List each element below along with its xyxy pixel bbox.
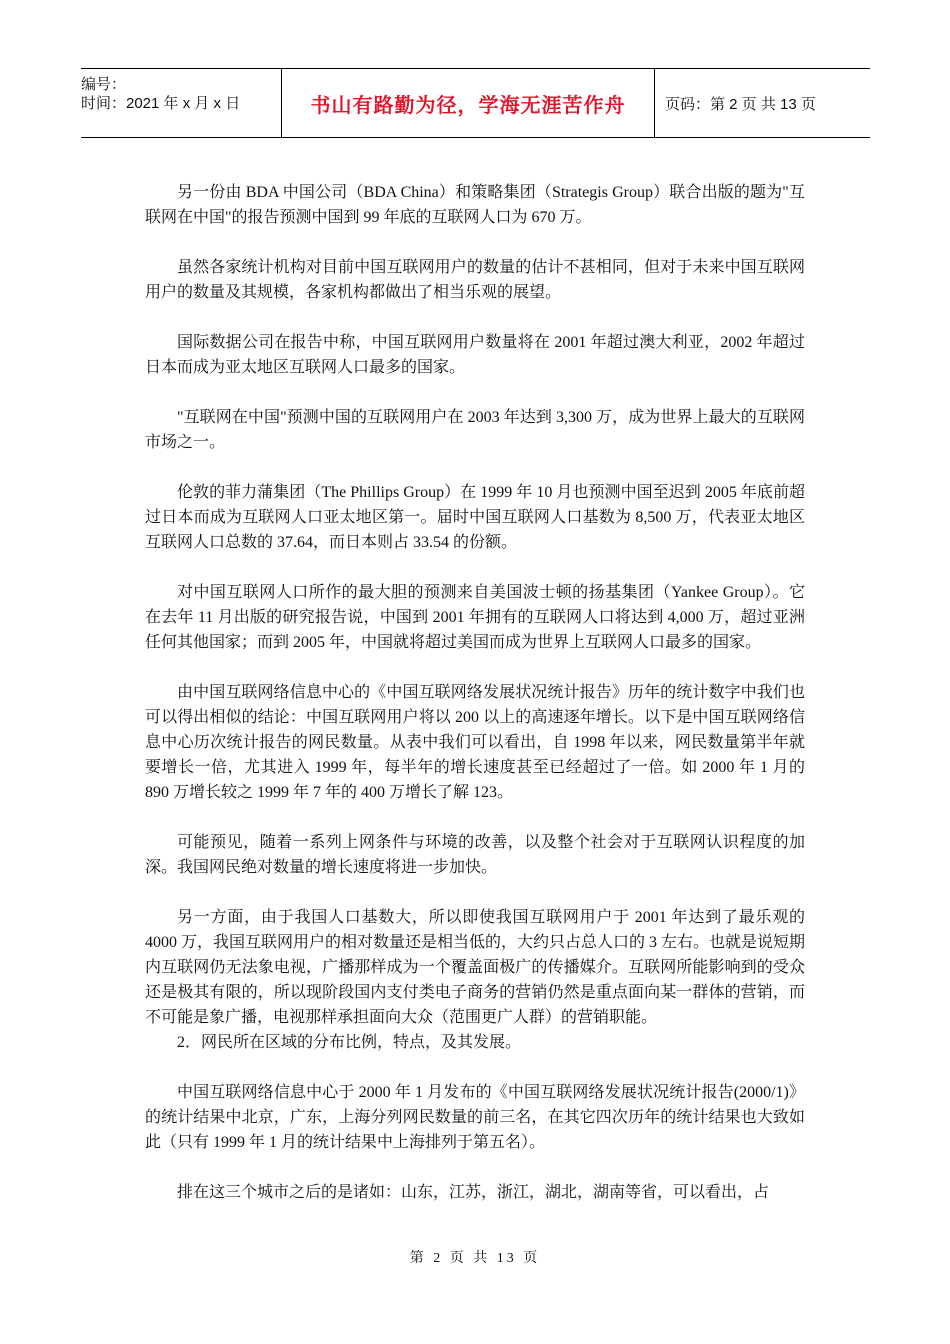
header-page-cell	[655, 69, 870, 137]
document-body	[145, 180, 805, 1205]
paragraph: 排在这三个城市之后的是诸如：山东，江苏，浙江，湖北，湖南等省，可以看出，占	[177, 1184, 770, 1201]
header-motto-cell	[282, 69, 655, 137]
paragraph: 可能预见，随着一系列上网条件与环境的改善，以及整个社会对于互联网认识程度的加深。我国网民绝对数量的增长速度将进一步加快。	[145, 834, 805, 876]
paragraph: 对中国互联网人口所作的最大胆的预测来自美国波士顿的扬基集团（Yankee Group）。它在去年 11 月出版的研究报告说，中国到 2001 年拥有的互联网人口将达到 4,000 万，超过亚洲任何其他国家；而到 2005 年，中国就将超过美国而成为世界上互联网人口最多的国家。	[145, 584, 805, 651]
paragraph: 由中国互联网络信息中心的《中国互联网络发展状况统计报告》历年的统计数字中我们也可以得出相似的结论：中国互联网用户将以 200 以上的高速逐年增长。以下是中国互联网络信息中心历次统计报告的网民数量。从表中我们可以看出，自 1998 年以来，网民数量第半年就要增长一倍，尤其进入 1999 年，每半年的增长速度甚至已经超过了一倍。如 2000 年 1 月的 890 万增长较之 1999 年 7 年的 400 万增长了解 123。	[145, 684, 805, 801]
serial-number-label: 编号：	[81, 76, 127, 93]
paragraph: 中国互联网络信息中心于 2000 年 1 月发布的《中国互联网络发展状况统计报告(2000/1)》的统计结果中北京，广东，上海分列网民数量的前三名，在其它四次历年的统计结果也大致如此（只有 1999 年 1 月的统计结果中上海排列于第五名）。	[145, 1084, 805, 1151]
page-footer	[0, 1247, 950, 1267]
paragraph: 虽然各家统计机构对目前中国互联网用户的数量的估计不甚相同，但对于未来中国互联网用户的数量及其规模，各家机构都做出了相当乐观的展望。	[145, 259, 805, 301]
header-motto: 书山有路勤为径，学海无涯苦作舟	[310, 92, 626, 117]
paragraph: 国际数据公司在报告中称，中国互联网用户数量将在 2001 年超过澳大利亚，2002 年超过日本而成为亚太地区互联网人口最多的国家。	[145, 334, 805, 376]
page-header	[81, 68, 870, 138]
paragraph: 另一方面，由于我国人口基数大，所以即使我国互联网用户于 2001 年达到了最乐观的 4000 万，我国互联网用户的相对数量还是相当低的，大约只占总人口的 3 左右。也就是说短期内互联网仍无法象电视，广播那样成为一个覆盖面极广的传播媒介。互联网所能影响到的受众还是极其有限的，所以现阶段国内支付类电子商务的营销仍然是重点面向某一群体的营销，而不可能是象广播，电视那样承担面向大众（范围更广人群）的营销职能。	[145, 909, 806, 1026]
header-meta	[81, 69, 282, 137]
date-label: 时间：2021 年 x 月 x 日	[81, 95, 241, 112]
paragraph: "互联网在中国"预测中国的互联网用户在 2003 年达到 3,300 万，成为世界上最大的互联网市场之一。	[145, 409, 805, 451]
section-heading: 2．网民所在区域的分布比例，特点，及其发展。	[177, 1034, 522, 1051]
paragraph: 伦敦的菲力蒲集团（The Phillips Group）在 1999 年 10 月也预测中国至迟到 2005 年底前超过日本而成为互联网人口亚太地区第一。届时中国互联网人口基数为 8,500 万，代表亚太地区互联网人口总数的 37.64，而日本则占 33.54 的份额。	[145, 484, 805, 551]
header-page-number: 页码：第 2 页 共 13 页	[665, 95, 816, 113]
paragraph: 另一份由 BDA 中国公司（BDA China）和策略集团（Strategis Group）联合出版的题为"互联网在中国"的报告预测中国到 99 年底的互联网人口为 670 万。	[145, 184, 805, 226]
footer-page-number: 第 2 页 共 13 页	[409, 1251, 541, 1266]
